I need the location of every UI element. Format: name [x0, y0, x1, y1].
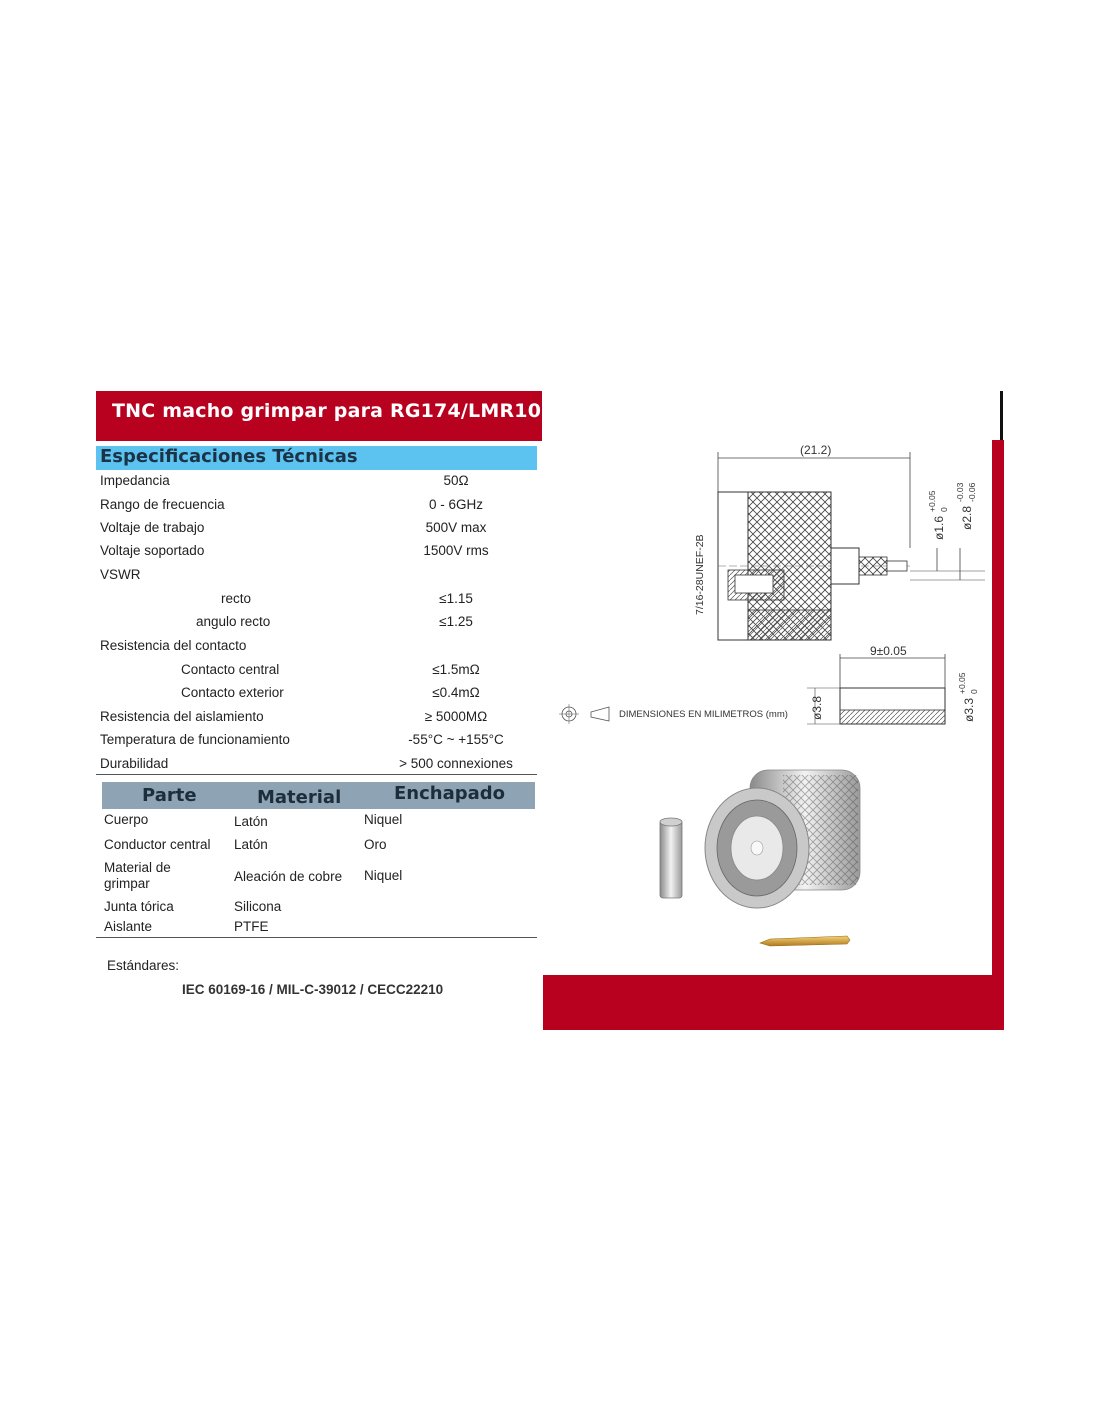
spec-row [96, 685, 537, 708]
materials-header-material: Material [257, 787, 342, 808]
spec-label: Contacto exterior [181, 685, 284, 700]
svg-text:0: 0 [969, 689, 979, 694]
svg-text:-0.03: -0.03 [955, 482, 965, 502]
spec-value: > 500 connexiones [399, 756, 513, 771]
spec-row [96, 543, 537, 566]
ferrule-drawing [807, 644, 945, 724]
material-cell-parte: Aislante [104, 919, 153, 934]
material-cell-enchapado: Niquel [364, 812, 403, 827]
specs-header-label: Especificaciones Técnicas [100, 446, 358, 467]
spec-label: Durabilidad [100, 756, 169, 771]
spec-value: -55°C ~ +155°C [408, 732, 504, 747]
material-cell-enchapado: Oro [364, 837, 387, 852]
spec-row [96, 662, 537, 685]
spec-row [96, 638, 537, 661]
spec-label: Resistencia del contacto [100, 638, 247, 653]
projection-symbol-icon [559, 704, 609, 724]
pin-diameter-dimension [927, 490, 949, 540]
svg-text:+0.05: +0.05 [927, 490, 937, 512]
material-cell-enchapado: Niquel [364, 868, 403, 883]
ferrule-photo [660, 818, 682, 898]
svg-text:9±0.05: 9±0.05 [870, 644, 907, 658]
outer-diameter-dimension [955, 482, 977, 530]
spec-label: Voltaje de trabajo [100, 520, 205, 535]
spec-row [96, 567, 537, 590]
specs-divider [96, 774, 537, 775]
spec-label: Temperatura de funcionamiento [100, 732, 290, 747]
svg-text:ø2.8: ø2.8 [960, 505, 974, 530]
ferrule-inner-dimension [957, 672, 979, 722]
svg-text:0: 0 [939, 507, 949, 512]
spec-label: recto [221, 591, 252, 606]
material-cell-material: Latón [234, 814, 268, 829]
spec-label: VSWR [100, 567, 141, 582]
spec-value: ≤1.15 [439, 591, 473, 606]
standards-label: Estándares: [107, 958, 180, 973]
spec-row [96, 591, 537, 614]
connector-photo [705, 770, 860, 908]
ferrule-outer-dia: ø3.8 [810, 695, 824, 720]
svg-text:ø3.3: ø3.3 [962, 697, 976, 722]
technical-drawing [545, 430, 990, 970]
spec-row [96, 756, 537, 779]
spec-value: 50Ω [443, 473, 469, 488]
materials-header-enchapado: Enchapado [394, 783, 506, 804]
spec-value: ≥ 5000MΩ [424, 709, 488, 724]
dimensions-note: DIMENSIONES EN MILIMETROS (mm) [619, 709, 788, 720]
overall-length-text: (21.2) [800, 443, 832, 457]
thread-label: 7/16-28UNEF-2B [694, 534, 706, 615]
spec-row [96, 497, 537, 520]
spec-label: Impedancia [100, 473, 170, 488]
material-cell-parte: Conductor central [104, 837, 211, 852]
red-bottom-bar [543, 975, 1004, 1030]
spec-label: Voltaje soportado [100, 543, 205, 558]
specs-header [96, 446, 537, 470]
svg-text:-0.06: -0.06 [967, 482, 977, 502]
pin-photo [760, 936, 850, 946]
spec-value: 1500V rms [423, 543, 489, 558]
svg-text:+0.05: +0.05 [957, 672, 967, 694]
material-cell-parte: Material de grimpar [104, 860, 171, 891]
material-cell-material: Aleación de cobre [234, 869, 343, 884]
material-cell-material: Latón [234, 837, 268, 852]
spec-row [96, 520, 537, 543]
title-bar [96, 391, 555, 441]
spec-label: Rango de frecuencia [100, 497, 225, 512]
spec-value: ≤1.25 [439, 614, 473, 629]
materials-header-parte: Parte [142, 785, 197, 806]
material-cell-material: Silicona [234, 899, 282, 914]
spec-row [96, 614, 537, 637]
spec-value: 0 - 6GHz [428, 497, 483, 512]
material-cell-material: PTFE [234, 919, 269, 934]
spec-label: Resistencia del aislamiento [100, 709, 264, 724]
spec-value: ≤1.5mΩ [432, 662, 480, 677]
materials-header [102, 782, 535, 809]
material-cell-parte: Junta tórica [104, 899, 174, 914]
spec-value: 500V max [425, 520, 487, 535]
materials-divider [96, 937, 537, 938]
spec-row [96, 473, 537, 496]
standards-value: IEC 60169-16 / MIL-C-39012 / CECC22210 [182, 982, 444, 997]
spec-row [96, 732, 537, 755]
page-title: TNC macho grimpar para RG174/LMR100 [112, 400, 555, 422]
material-cell-parte: Cuerpo [104, 812, 149, 827]
connector-side-view [718, 492, 985, 640]
svg-text:ø1.6: ø1.6 [932, 515, 946, 540]
red-side-bar [992, 440, 1004, 975]
spec-label: angulo recto [196, 614, 271, 629]
spec-value: ≤0.4mΩ [432, 685, 480, 700]
spec-label: Contacto central [181, 662, 280, 677]
spec-row [96, 709, 537, 732]
